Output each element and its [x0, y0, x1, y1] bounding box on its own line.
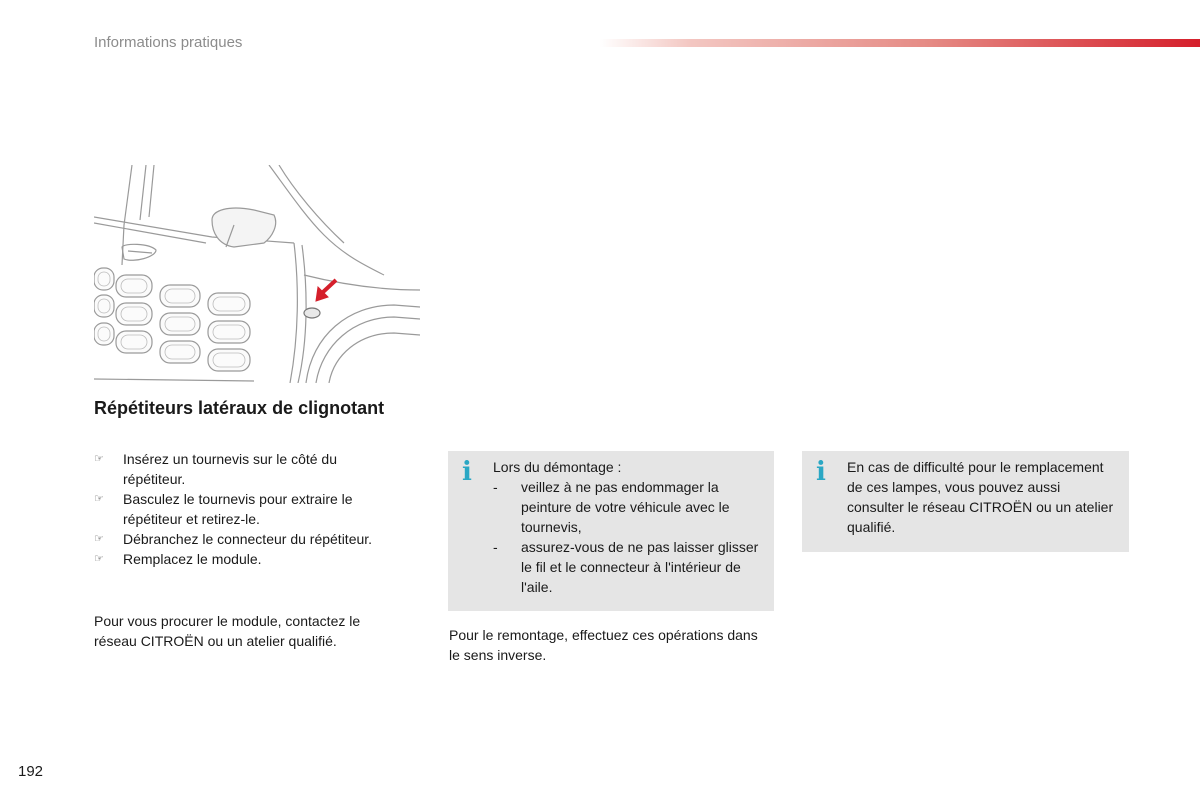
step-text: Insérez un tournevis sur le côté du répétiteur.	[123, 451, 338, 487]
hand-pointer-icon: ☞	[94, 493, 104, 505]
steps-list	[94, 449, 394, 569]
info-box-content	[493, 457, 763, 597]
list-item	[94, 529, 394, 549]
section-title: Répétiteurs latéraux de clignotant	[94, 398, 385, 418]
hand-pointer-icon: ☞	[94, 553, 104, 565]
list-item	[493, 537, 763, 597]
step-text: Basculez le tournevis pour extraire le répétiteur et retirez-le.	[123, 491, 353, 527]
procure-module-note: Pour vous procurer le module, contactez le réseau CITROËN ou un atelier qualifié.	[94, 613, 361, 649]
car-side-illustration	[94, 165, 420, 383]
info-box-text: En cas de difficulté pour le remplacement de ces lampes, vous pouvez aussi consulter le réseau CITROËN ou un atelier qualifié.	[847, 459, 1114, 535]
hand-pointer-icon: ☞	[94, 453, 104, 465]
info-icon: i	[816, 457, 826, 487]
hand-pointer-icon: ☞	[94, 533, 104, 545]
list-item	[493, 477, 763, 537]
dash-list	[493, 477, 763, 597]
info-box-disassembly	[448, 451, 774, 611]
info-box-intro: Lors du démontage :	[493, 459, 622, 475]
header-accent-bar	[600, 39, 1200, 47]
dash-marker: -	[493, 479, 498, 495]
reassembly-note: Pour le remontage, effectuez ces opérations dans le sens inverse.	[449, 627, 758, 663]
info-box-help	[802, 451, 1129, 552]
warning-text: veillez à ne pas endommager la peinture de votre véhicule avec le tournevis,	[521, 479, 730, 535]
list-item	[94, 449, 394, 489]
running-header: Informations pratiques	[94, 34, 243, 51]
list-item	[94, 489, 394, 529]
warning-text: assurez-vous de ne pas laisser glisser le fil et le connecteur à l'intérieur de l'aile.	[521, 539, 759, 595]
step-text: Remplacez le module.	[123, 551, 262, 567]
list-item	[94, 549, 394, 569]
info-icon: i	[462, 457, 472, 487]
page-number: 192	[18, 763, 44, 780]
step-text: Débranchez le connecteur du répétiteur.	[123, 531, 373, 547]
dash-marker: -	[493, 539, 498, 555]
